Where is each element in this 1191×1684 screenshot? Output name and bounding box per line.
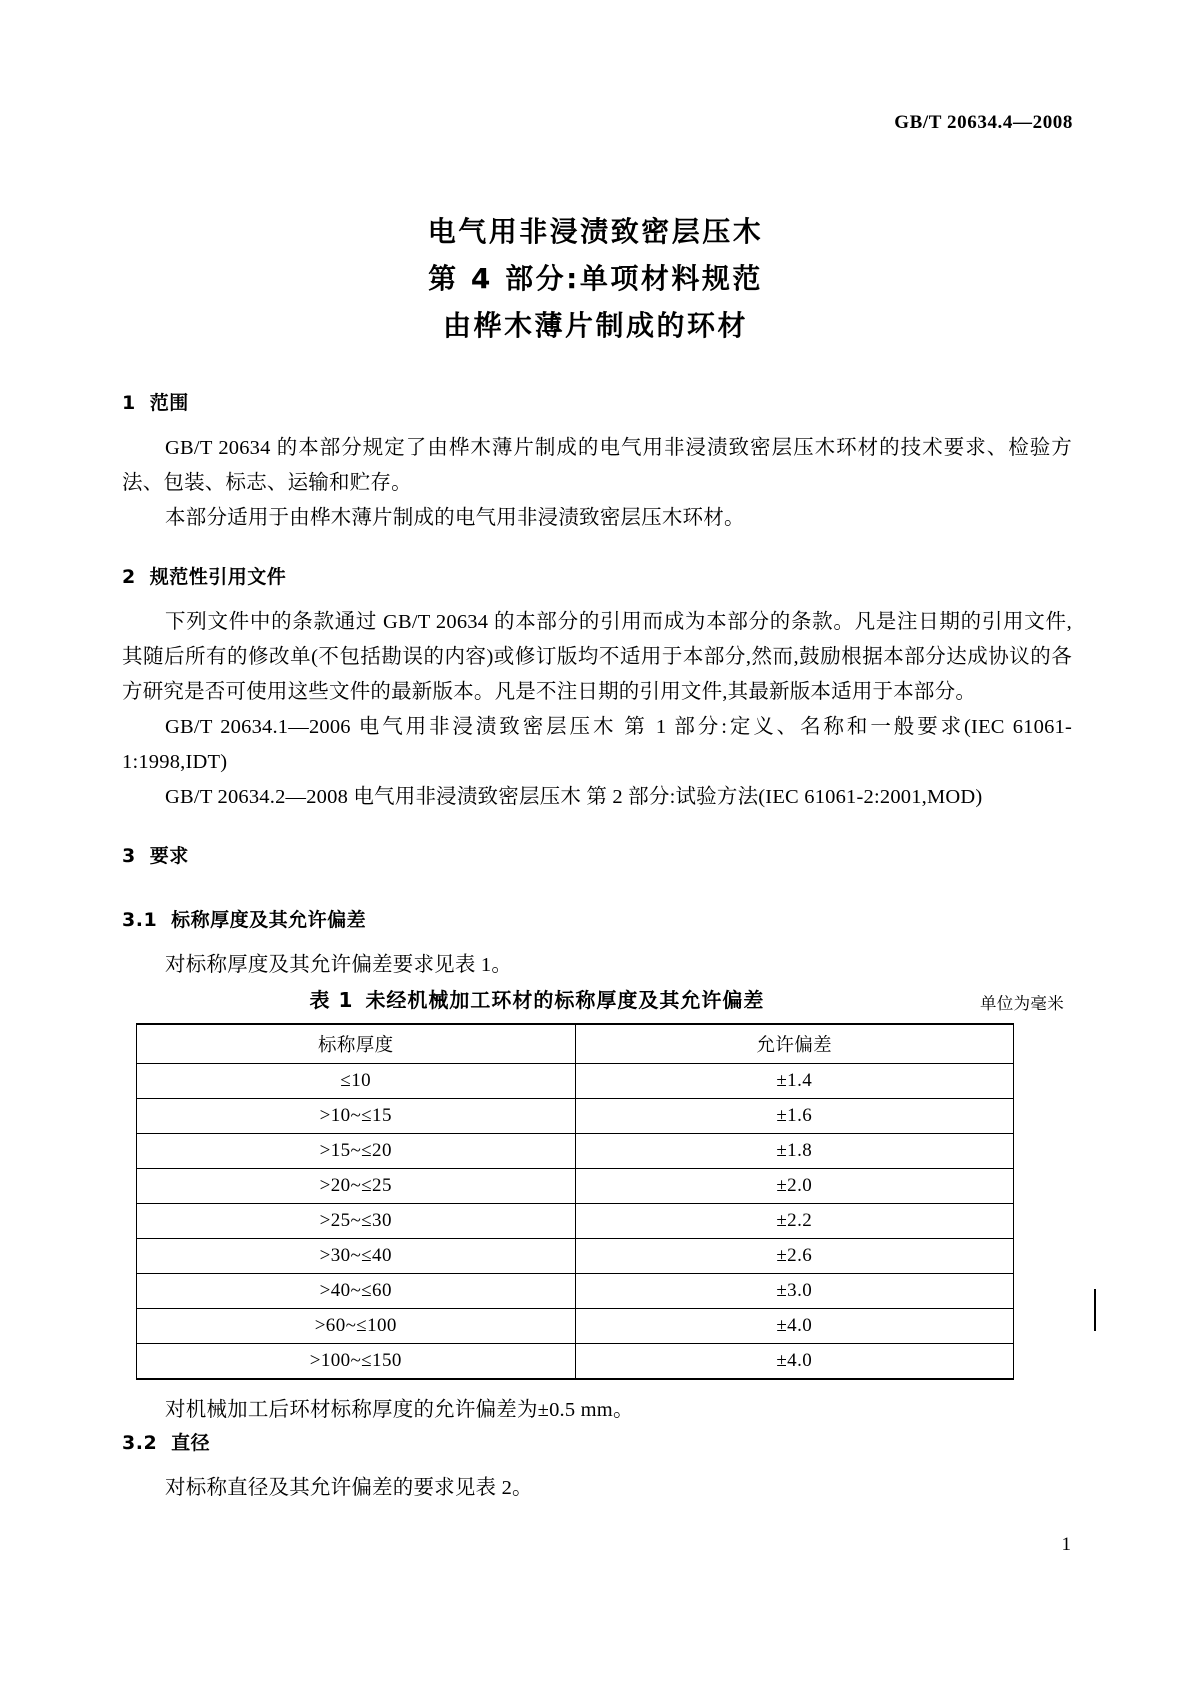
section-number-1: 1: [122, 392, 136, 414]
table-1-header-row: [137, 1024, 1014, 1064]
section-number-3: 3: [122, 845, 136, 867]
table-1-cell-thickness: >100~≤150: [137, 1344, 576, 1380]
table-1-caption-number: 表 1: [309, 988, 354, 1012]
section-heading-3-2: [122, 1428, 1072, 1458]
table-1-unit-note: 单位为毫米: [980, 994, 1064, 1013]
section-title-3-2: 直径: [171, 1432, 211, 1454]
section-title-1: 范围: [149, 392, 189, 414]
section-heading-3: [122, 841, 1072, 871]
table-row: [137, 1239, 1014, 1274]
document-title-line-2: 第 4 部分:单项材料规范: [428, 262, 763, 295]
scan-registration-tick: [1094, 1289, 1096, 1331]
section-2-reference-2: GB/T 20634.2—2008 电气用非浸渍致密层压木 第 2 部分:试验方法(IEC 61061-2:2001,MOD): [165, 786, 983, 808]
table-row: [137, 1274, 1014, 1309]
section-number-2: 2: [122, 566, 136, 588]
section-1-paragraph-2: 本部分适用于由桦木薄片制成的电气用非浸渍致密层压木环材。: [165, 507, 745, 529]
section-heading-1: [122, 388, 1072, 418]
table-1-caption: [122, 983, 1072, 1017]
table-1-cell-thickness: >20~≤25: [137, 1169, 576, 1204]
table-1-body: [137, 1064, 1014, 1380]
section-heading-2: [122, 562, 1072, 592]
table-1-cell-thickness: >25~≤30: [137, 1204, 576, 1239]
table-row: [137, 1204, 1014, 1239]
section-3-1-note: 对机械加工后环材标称厚度的允许偏差为±0.5 mm。: [165, 1399, 634, 1421]
section-1-paragraph-1: GB/T 20634 的本部分规定了由桦木薄片制成的电气用非浸渍致密层压木环材的技术要求、检验方法、包装、标志、运输和贮存。: [122, 437, 1072, 494]
table-1-wrapper: [122, 983, 1072, 1380]
section-2-reference-1: GB/T 20634.1—2006 电气用非浸渍致密层压木 第 1 部分:定义、名称和一般要求(IEC 61061-1:1998,IDT): [122, 716, 1072, 773]
section-number-3-2: 3.2: [122, 1432, 158, 1454]
section-title-3: 要求: [149, 845, 189, 867]
table-1-column-header-tolerance: 允许偏差: [575, 1024, 1014, 1064]
table-row: [137, 1309, 1014, 1344]
table-1-column-header-thickness: 标称厚度: [137, 1024, 576, 1064]
table-1-cell-thickness: >10~≤15: [137, 1099, 576, 1134]
table-row: [137, 1134, 1014, 1169]
table-1-cell-thickness: >40~≤60: [137, 1274, 576, 1309]
document-body: [122, 388, 1072, 1506]
page-header-standard-code: GB/T 20634.4—2008: [894, 112, 1073, 133]
table-row: [137, 1064, 1014, 1099]
section-title-3-1: 标称厚度及其允许偏差: [171, 909, 367, 931]
table-1-cell-thickness: ≤10: [137, 1064, 576, 1099]
table-row: [137, 1344, 1014, 1380]
table-row: [137, 1169, 1014, 1204]
table-1-cell-tolerance: ±3.0: [575, 1274, 1014, 1309]
table-1-cell-thickness: >15~≤20: [137, 1134, 576, 1169]
table-1: [136, 1023, 1014, 1380]
table-1-cell-tolerance: ±2.0: [575, 1169, 1014, 1204]
table-1-cell-tolerance: ±1.4: [575, 1064, 1014, 1099]
table-1-cell-tolerance: ±2.6: [575, 1239, 1014, 1274]
document-title-line-3: 由桦木薄片制成的环材: [442, 309, 748, 342]
table-1-cell-thickness: >60~≤100: [137, 1309, 576, 1344]
table-1-cell-tolerance: ±1.8: [575, 1134, 1014, 1169]
section-title-2: 规范性引用文件: [149, 566, 287, 588]
table-1-cell-tolerance: ±2.2: [575, 1204, 1014, 1239]
table-1-cell-tolerance: ±4.0: [575, 1309, 1014, 1344]
section-3-2-paragraph-1: 对标称直径及其允许偏差的要求见表 2。: [165, 1477, 533, 1499]
section-3-1-paragraph-1: 对标称厚度及其允许偏差要求见表 1。: [165, 954, 513, 976]
table-1-caption-text: 未经机械加工环材的标称厚度及其允许偏差: [365, 988, 765, 1012]
section-number-3-1: 3.1: [122, 909, 158, 931]
table-1-cell-tolerance: ±4.0: [575, 1344, 1014, 1380]
page-number: 1: [1061, 1534, 1071, 1555]
document-title-line-1: 电气用非浸渍致密层压木: [427, 215, 764, 248]
document-title: [0, 208, 1191, 349]
table-1-cell-tolerance: ±1.6: [575, 1099, 1014, 1134]
section-heading-3-1: [122, 905, 1072, 935]
section-2-paragraph-1: 下列文件中的条款通过 GB/T 20634 的本部分的引用而成为本部分的条款。凡是注日期的引用文件,其随后所有的修改单(不包括勘误的内容)或修订版均不适用于本部分,然而,鼓励根据本部分达成协议的各方研究是否可使用这些文件的最新版本。凡是不注日期的引用文件,其最新版本适用于本部分。: [122, 611, 1072, 703]
table-row: [137, 1099, 1014, 1134]
table-1-cell-thickness: >30~≤40: [137, 1239, 576, 1274]
